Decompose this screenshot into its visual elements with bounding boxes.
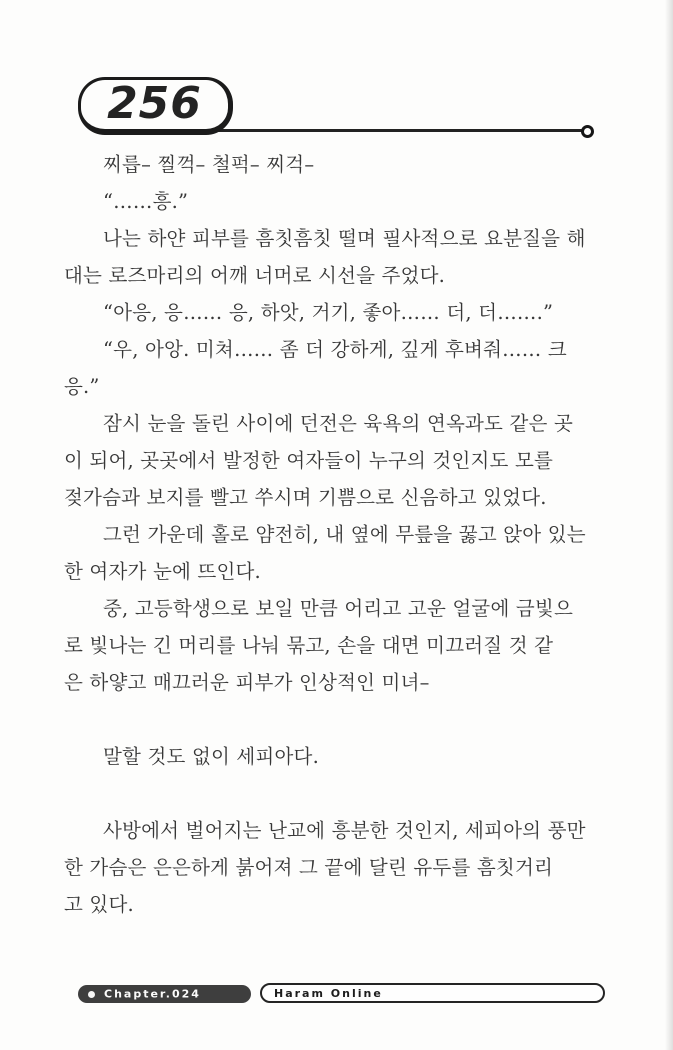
text-line: 그런 가운데 홀로 얌전히, 내 옆에 무릎을 꿇고 앉아 있는: [103, 523, 586, 546]
page-number-badge: [78, 77, 233, 135]
page-scan-edge-shadow: [665, 0, 673, 1050]
text-line: “……흥.”: [103, 190, 189, 213]
text-line: “우, 아앙. 미쳐…… 좀 더 강하게, 깊게 후벼줘…… 크: [103, 338, 567, 361]
text-line: 말할 것도 없이 세피아다.: [103, 745, 319, 768]
text-line: 나는 하얀 피부를 흠칫흠칫 떨며 필사적으로 요분질을 해: [103, 227, 586, 250]
header-rule-end-ring-icon: [581, 125, 594, 138]
text-line: [64, 775, 620, 812]
book-title-label: Haram Online: [274, 986, 383, 1000]
chapter-badge: [78, 985, 251, 1003]
text-line: 응.”: [64, 375, 100, 398]
text-line: 찌릅– 찔꺽– 철퍽– 찌걱–: [103, 153, 315, 176]
text-line: 한 여자가 눈에 뜨인다.: [64, 560, 261, 583]
text-line: 대는 로즈마리의 어깨 너머로 시선을 주었다.: [64, 264, 446, 287]
bullet-dot-icon: [88, 991, 95, 998]
text-line: 중, 고등학생으로 보일 만큼 어리고 고운 얼굴에 금빛으: [103, 597, 574, 620]
text-line: 이 되어, 곳곳에서 발정한 여자들이 누구의 것인지도 모를: [64, 449, 554, 472]
text-line: 고 있다.: [64, 893, 134, 916]
text-line: 젖가슴과 보지를 빨고 쑤시며 기쁨으로 신음하고 있었다.: [64, 486, 547, 509]
text-line: [64, 701, 620, 738]
text-line: 잠시 눈을 돌린 사이에 던전은 육욕의 연옥과도 같은 곳: [103, 412, 574, 435]
text-line: 한 가슴은 은은하게 붉어져 그 끝에 달린 유두를 흠칫거리: [64, 856, 554, 879]
chapter-label: Chapter.024: [104, 987, 201, 1000]
book-title-badge: [260, 983, 605, 1003]
text-line: 은 하얗고 매끄러운 피부가 인상적인 미녀–: [64, 671, 430, 694]
body-text: [64, 146, 620, 923]
page-number: 256: [107, 77, 202, 129]
text-line: 로 빛나는 긴 머리를 나눠 묶고, 손을 대면 미끄러질 것 같: [64, 634, 554, 657]
text-line: “아응, 응…… 응, 하앗, 거기, 좋아…… 더, 더…….”: [103, 301, 554, 324]
header-rule-line: [215, 129, 583, 132]
text-line: 사방에서 벌어지는 난교에 흥분한 것인지, 세피아의 풍만: [103, 819, 586, 842]
